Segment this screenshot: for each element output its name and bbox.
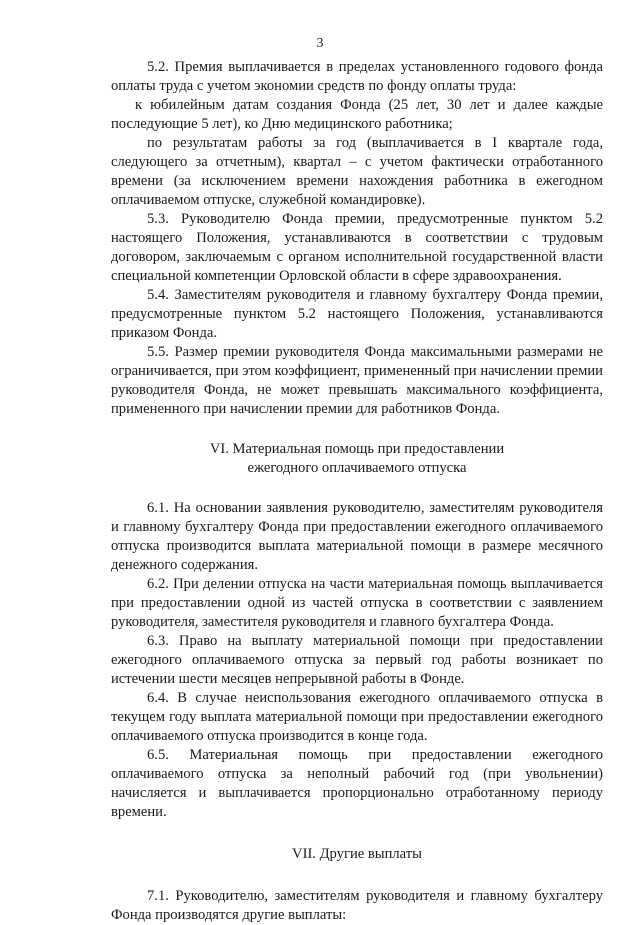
- paragraph-5-5: 5.5. Размер премии руководителя Фонда максимальными размерами не ограничивается, при этом коэффициент, примененный при начислении премии руководителя Фонда, не может превышать максимального коэффициента, примененного при начислении премии для работников Фонда.: [111, 344, 603, 417]
- paragraph-5-2-annual-results: по результатам работы за год (выплачивается в I квартале года, следующего за отчетным), квартал – с учетом фактически отработанного времени (за исключением времени нахождения работника в ежегодном оплачиваемом отпуске, служебной командировке).: [111, 135, 603, 208]
- section-6-heading: [111, 440, 603, 478]
- section-7-heading: [111, 845, 603, 864]
- paragraph-6-1: 6.1. На основании заявления руководителю, заместителям руководителя и главному бухгалтеру Фонда при предоставлении ежегодного оплачиваемого отпуска производится выплата материальной помощи в размере месячного денежного содержания.: [111, 500, 603, 573]
- document-body: [111, 58, 603, 925]
- paragraph-5-2: 5.2. Премия выплачивается в пределах установленного годового фонда оплаты труда с учетом экономии средств по фонду оплаты труда:: [111, 59, 603, 94]
- paragraph-6-5: 6.5. Материальная помощь при предоставлении ежегодного оплачиваемого отпуска за неполный рабочий год (при увольнении) начисляется и выплачивается пропорционально отработанному периоду времени.: [111, 747, 603, 820]
- paragraph-5-3: 5.3. Руководителю Фонда премии, предусмотренные пунктом 5.2 настоящего Положения, устанавливаются в соответствии с трудовым договором, заключаемым с органом исполнительной государственной власти специальной компетенции Орловской области в сфере здравоохранения.: [111, 211, 603, 284]
- paragraph-6-3: 6.3. Право на выплату материальной помощи при предоставлении ежегодного оплачиваемого отпуска за первый год работы возникает по истечении шести месяцев непрерывной работы в Фонде.: [111, 633, 603, 687]
- paragraph-7-1: 7.1. Руководителю, заместителям руководителя и главному бухгалтеру Фонда производятся другие выплаты:: [111, 888, 603, 923]
- page-number: 3: [316, 36, 324, 51]
- section-6-heading-line-1: VI. Материальная помощь при предоставлении: [209, 441, 505, 457]
- section-6-heading-line-2: ежегодного оплачиваемого отпуска: [247, 460, 467, 476]
- paragraph-6-2: 6.2. При делении отпуска на части материальная помощь выплачивается при предоставлении одной из частей отпуска в соответствии с заявлением руководителя, заместителя руководителя и главного бухгалтера Фонда.: [111, 576, 603, 630]
- section-7-heading-text: VII. Другие выплаты: [292, 846, 422, 862]
- paragraph-6-4: 6.4. В случае неиспользования ежегодного оплачиваемого отпуска в текущем году выплата материальной помощи при предоставлении ежегодного оплачиваемого отпуска производится в конце года.: [111, 690, 603, 744]
- paragraph-5-2-anniversary: к юбилейным датам создания Фонда (25 лет, 30 лет и далее каждые последующие 5 лет), ко Дню медицинского работника;: [111, 97, 603, 132]
- paragraph-5-4: 5.4. Заместителям руководителя и главному бухгалтеру Фонда премии, предусмотренные пунктом 5.2 настоящего Положения, устанавливаются приказом Фонда.: [111, 287, 603, 341]
